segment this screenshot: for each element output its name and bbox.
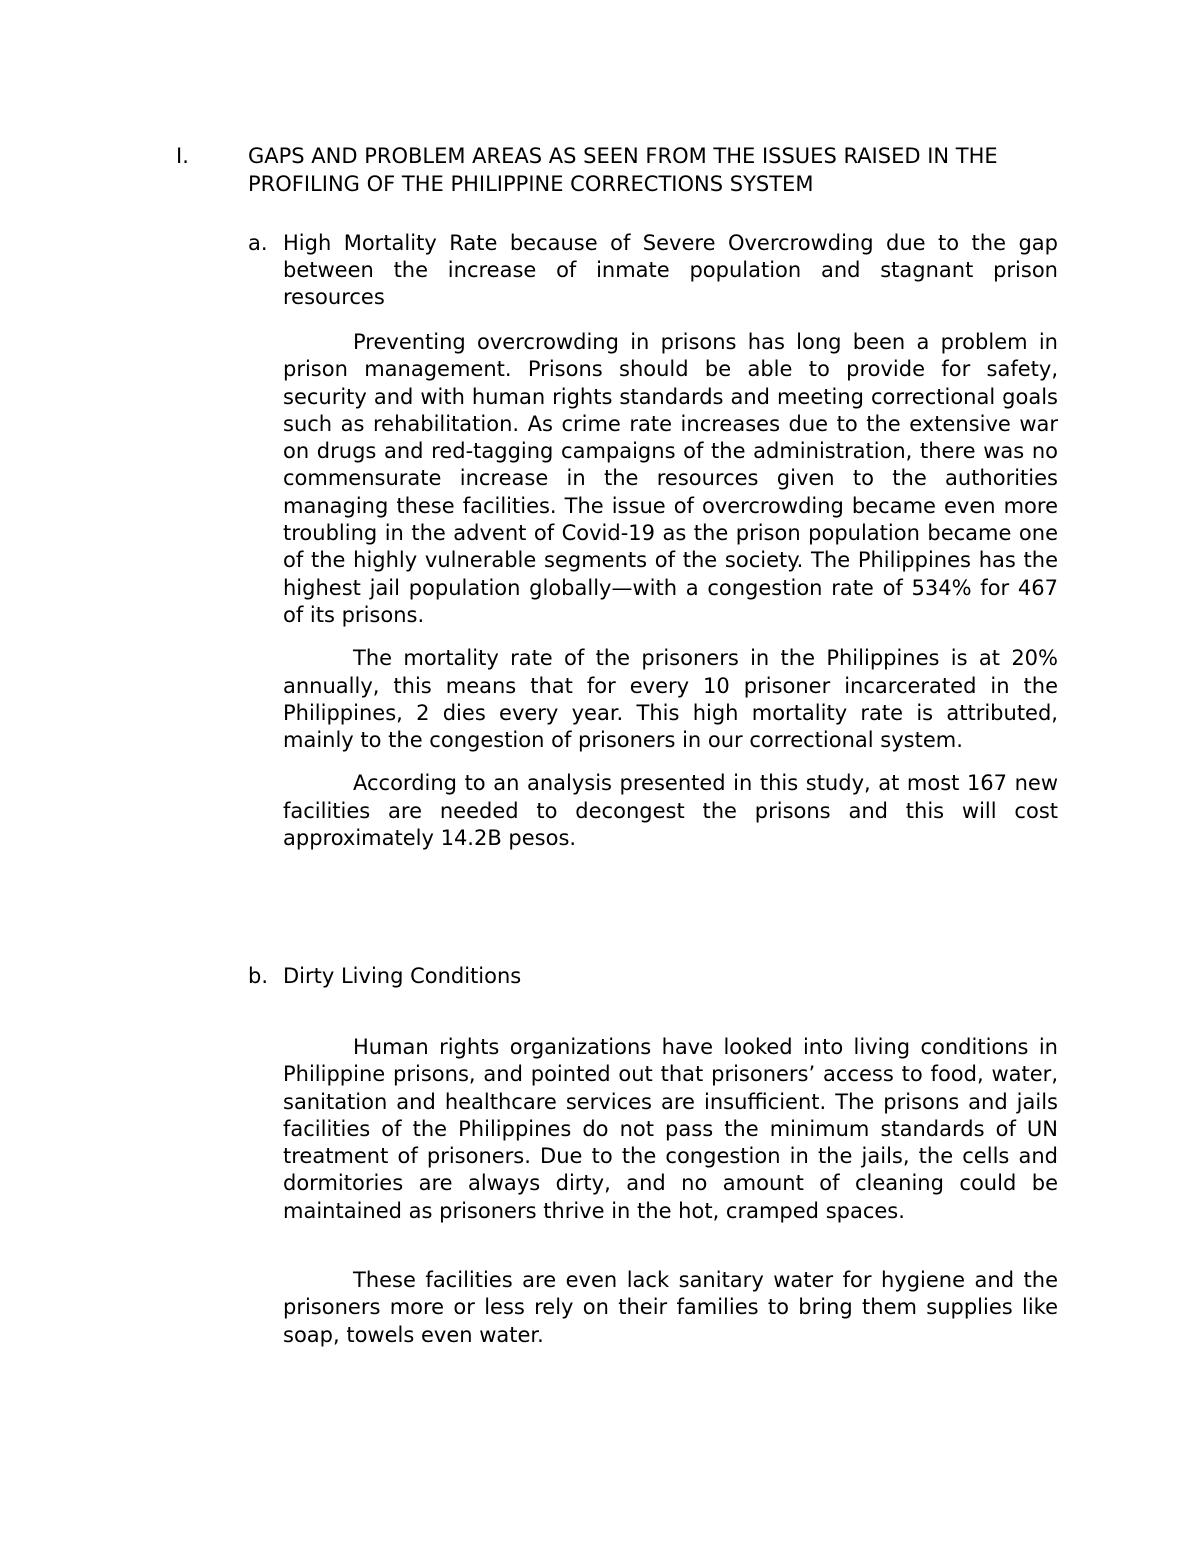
subsection-a-heading — [248, 230, 1058, 311]
paragraph: These facilities are even lack sanitary water for hygiene and the prisoners more or less rely on their families to bring them supplies like soap, towels even water. — [283, 1268, 1058, 1347]
subsection-b-title: Dirty Living Conditions — [283, 964, 522, 988]
subsection-b-letter: b. — [248, 964, 269, 988]
section-title: GAPS AND PROBLEM AREAS AS SEEN FROM THE ISSUES RAISED IN THE PROFILING OF THE PHILIPPINE CORRECTIONS SYSTEM — [248, 144, 998, 196]
paragraph: According to an analysis presented in this study, at most 167 new facilities are needed to decongest the prisons and this will cost approximately 14.2B pesos. — [283, 771, 1058, 851]
paragraph: The mortality rate of the prisoners in the Philippines is at 20% annually, this means that for every 10 prisoner incarcerated in the Philippines, 2 dies every year. This high mortality rate is attributed, mainly to the congestion of prisoners in our correctional system. — [283, 646, 1058, 753]
subsection-a — [248, 230, 1058, 852]
paragraph: Human rights organizations have looked into living conditions in Philippine prisons, and pointed out that prisoners’ access to food, water, sanitation and healthcare services are insufficient. The prisons and jails facilities of the Philippines do not pass the minimum standards of UN treatment of prisoners. Due to the congestion in the jails, the cells and dormitories are always dirty, and no amount of cleaning could be maintained as prisoners thrive in the hot, cramped spaces. — [283, 1035, 1058, 1223]
section-numeral: I. — [176, 144, 189, 168]
subsection-a-letter: a. — [248, 231, 268, 255]
paragraph: Preventing overcrowding in prisons has long been a problem in prison management. Prisons should be able to provide for safety, security and with human rights standards and meeting correctional goals such as rehabilitation. As crime rate increases due to the extensive war on drugs and red-tagging campaigns of the administration, there was no commensurate increase in the resources given to the authorities managing these facilities. The issue of overcrowding became even more troubling in the advent of Covid-19 as the prison population became one of the highly vulnerable segments of the society. The Philippines has the highest jail population globally—with a congestion rate of 534% for 467 of its prisons. — [283, 330, 1058, 627]
subsection-b — [248, 963, 1058, 1349]
subsection-b-heading — [248, 963, 1058, 990]
subsection-a-title: High Mortality Rate because of Severe Overcrowding due to the gap between the increase of inmate population and stagnant prison resources — [283, 231, 1058, 309]
